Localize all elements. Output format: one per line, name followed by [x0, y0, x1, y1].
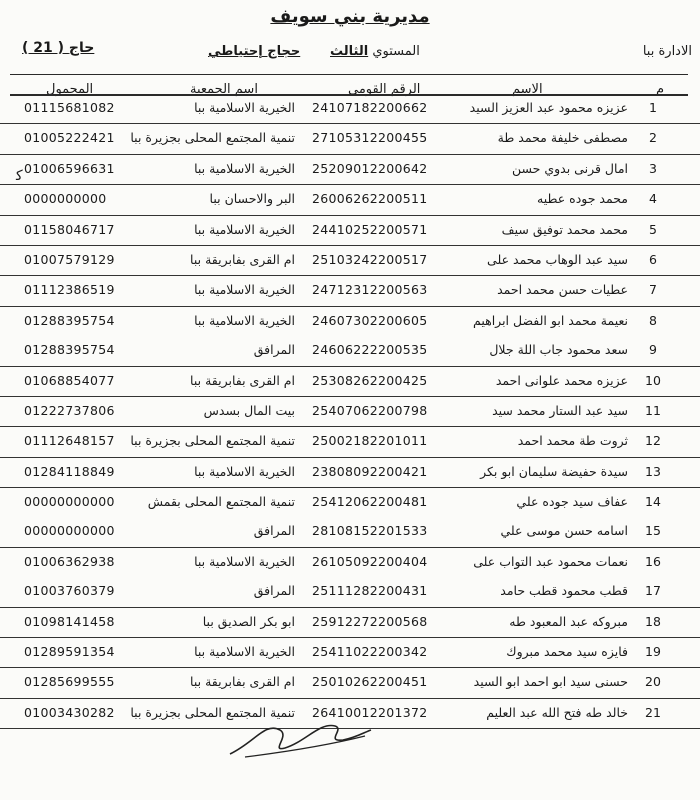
row-national-id: 27105312200455 [312, 130, 428, 146]
row-association: الخيرية الاسلامية ببا [194, 221, 295, 237]
row-phone: 01098141458 [24, 613, 115, 629]
row-name: امال قرنى بدوي حسن [511, 160, 628, 176]
row-name: محمد محمد توفيق سيف [501, 221, 628, 237]
row-phone: 01285699555 [24, 674, 115, 690]
pilgrim-table [0, 94, 700, 729]
row-phone: 00000000000 [24, 494, 115, 510]
row-national-id: 24606222200535 [312, 342, 428, 358]
table-row [0, 367, 700, 397]
row-name: عطيات حسن محمد احمد [497, 282, 628, 298]
row-phone: 01158046717 [24, 221, 115, 237]
pilgrim-count: ( 21 ) حاج [22, 40, 95, 56]
row-national-id: 26105092200404 [312, 553, 428, 569]
table-row [0, 638, 700, 668]
row-name: سعد محمود جاب اللة جلال [489, 342, 628, 358]
row-national-id: 24107182200662 [312, 100, 428, 115]
table-row [0, 216, 700, 246]
row-phone: 01003430282 [24, 704, 115, 720]
row-number: 20 [645, 674, 661, 690]
table-row [0, 276, 700, 306]
row-phone: 01007579129 [24, 251, 115, 267]
table-row [0, 155, 700, 185]
row-national-id: 26410012201372 [312, 704, 428, 720]
row-number: 8 [649, 312, 657, 328]
row-number: 3 [649, 160, 657, 176]
row-phone: 01003760379 [24, 583, 115, 599]
row-number: 6 [649, 251, 657, 267]
row-national-id: 25103242200517 [312, 251, 428, 267]
row-association: تنمية المجتمع المحلى بجزيرة ببا [130, 130, 295, 146]
row-number: 17 [645, 583, 661, 599]
row-phone: 01006596631 [24, 160, 115, 176]
row-number: 18 [645, 613, 661, 629]
row-association: ام القرى بفابريقة ببا [190, 674, 295, 690]
handwritten-mark: ﮐ [16, 168, 23, 184]
row-name: نعمات محمود عبد التواب على [473, 553, 628, 569]
row-name: اسامه حسن موسى علي [500, 523, 628, 539]
signature [225, 712, 375, 762]
column-header-no: م [656, 82, 665, 97]
row-number: 12 [645, 433, 661, 449]
row-national-id: 24607302200605 [312, 312, 428, 328]
row-phone: 01115681082 [24, 100, 115, 115]
row-national-id: 25411022200342 [312, 644, 428, 660]
column-header-phone: المحمول [46, 82, 94, 97]
row-number: 4 [649, 191, 657, 207]
row-name: فايزه سيد محمد مبروك [506, 644, 628, 660]
row-name: عزيزه محمود عبد العزيز السيد [469, 100, 628, 115]
row-phone: 01288395754 [24, 342, 115, 358]
row-phone: 01068854077 [24, 372, 115, 388]
row-association: المرافق [253, 583, 295, 599]
row-name: حسنى سيد ابو احمد ابو السيد [473, 674, 628, 690]
row-phone: 01288395754 [24, 312, 115, 328]
row-number: 1 [649, 100, 657, 115]
row-name: مبروكه عبد المعبود طه [509, 613, 628, 629]
row-phone: 01222737806 [24, 402, 115, 418]
row-national-id: 25308262200425 [312, 372, 428, 388]
row-association: ام القرى بفابريقة ببا [190, 372, 295, 388]
table-row [0, 668, 700, 698]
row-phone: 01112648157 [24, 433, 115, 449]
row-number: 9 [649, 342, 657, 358]
row-association: المرافق [253, 342, 295, 358]
row-name: سيد عبد الستار محمد سيد [492, 402, 628, 418]
row-name: محمد جوده عطيه [537, 191, 628, 207]
row-number: 10 [645, 372, 661, 388]
row-phone: 0000000000 [24, 191, 107, 207]
table-row [0, 608, 700, 638]
row-name: قطب محمود قطب حامد [500, 583, 628, 599]
row-association: ابو بكر الصديق ببا [202, 613, 295, 629]
row-national-id: 24712312200563 [312, 282, 428, 298]
table-row [0, 124, 700, 154]
row-national-id: 24410252200571 [312, 221, 428, 237]
row-name: مصطفى خليفة محمد طة [497, 130, 628, 146]
row-phone: 00000000000 [24, 523, 115, 539]
table-row [0, 517, 700, 547]
level-label-text: المستوي [372, 44, 420, 59]
row-association: ام القرى بفابريقة ببا [190, 251, 295, 267]
table-row [0, 458, 700, 488]
row-number: 2 [649, 130, 657, 146]
reserve-label: حجاج إحتياطي [208, 44, 301, 59]
row-association: الخيرية الاسلامية ببا [194, 553, 295, 569]
column-header-name: الاسم [512, 82, 543, 97]
header-divider [10, 74, 688, 75]
row-name: سيد عبد الوهاب محمد على [487, 251, 628, 267]
row-number: 11 [645, 402, 661, 418]
level-value: الثالث [330, 44, 369, 59]
administration-label: الادارة ببا [642, 44, 692, 59]
row-phone: 01284118849 [24, 463, 115, 479]
row-national-id: 28108152201533 [312, 523, 428, 539]
row-association: تنمية المجتمع المحلى بقمش [147, 494, 295, 510]
row-national-id: 25912272200568 [312, 613, 428, 629]
row-name: سيدة حفيضة سليمان ابو بكر [480, 463, 628, 479]
row-national-id: 25412062200481 [312, 494, 428, 510]
table-row [0, 336, 700, 366]
row-national-id: 23808092200421 [312, 463, 428, 479]
table-row [0, 548, 700, 577]
row-phone: 01005222421 [24, 130, 115, 146]
row-number: 14 [645, 494, 661, 510]
level-label [330, 44, 420, 59]
row-number: 5 [649, 221, 657, 237]
row-phone: 01289591354 [24, 644, 115, 660]
table-row [0, 488, 700, 517]
row-phone: 01006362938 [24, 553, 115, 569]
table-row [0, 307, 700, 336]
row-number: 7 [649, 282, 657, 298]
row-association: المرافق [253, 523, 295, 539]
page-title: مديرية بني سويف [270, 6, 430, 27]
table-row [0, 427, 700, 457]
row-national-id: 25010262200451 [312, 674, 428, 690]
row-name: عزيزه محمد علوانى احمد [495, 372, 628, 388]
row-number: 15 [645, 523, 661, 539]
table-row [0, 246, 700, 276]
row-national-id: 25111282200431 [312, 583, 428, 599]
row-association: الخيرية الاسلامية ببا [194, 282, 295, 298]
row-number: 13 [645, 463, 661, 479]
row-association: تنمية المجتمع المحلى بجزيرة ببا [130, 433, 295, 449]
row-association: البر والاحسان ببا [209, 191, 295, 207]
row-name: خالد طه فتح الله عبد العليم [486, 704, 628, 720]
row-association: الخيرية الاسلامية ببا [194, 644, 295, 660]
row-association: الخيرية الاسلامية ببا [194, 100, 295, 115]
row-number: 16 [645, 553, 661, 569]
table-row [0, 185, 700, 215]
row-association: الخيرية الاسلامية ببا [194, 312, 295, 328]
row-association: بيت المال بسدس [203, 402, 295, 418]
row-phone: 01112386519 [24, 282, 115, 298]
row-name: نعيمة محمد ابو الفضل ابراهيم [473, 312, 628, 328]
row-name: عفاف سيد جوده علي [516, 494, 628, 510]
table-row [0, 577, 700, 607]
row-association: الخيرية الاسلامية ببا [194, 160, 295, 176]
column-header-national-id: الرقم القومي [348, 82, 421, 97]
row-national-id: 26006262200511 [312, 191, 428, 207]
column-header-association: اسم الجمعية [190, 82, 258, 97]
row-number: 21 [645, 704, 661, 720]
table-row [0, 397, 700, 427]
row-number: 19 [645, 644, 661, 660]
row-national-id: 25002182201011 [312, 433, 428, 449]
row-name: ثروت طة محمد احمد [517, 433, 628, 449]
table-row [0, 94, 700, 124]
row-association: الخيرية الاسلامية ببا [194, 463, 295, 479]
row-national-id: 25407062200798 [312, 402, 428, 418]
row-national-id: 25209012200642 [312, 160, 428, 176]
row-association: تنمية المجتمع المحلى بجزيرة ببا [130, 704, 295, 720]
